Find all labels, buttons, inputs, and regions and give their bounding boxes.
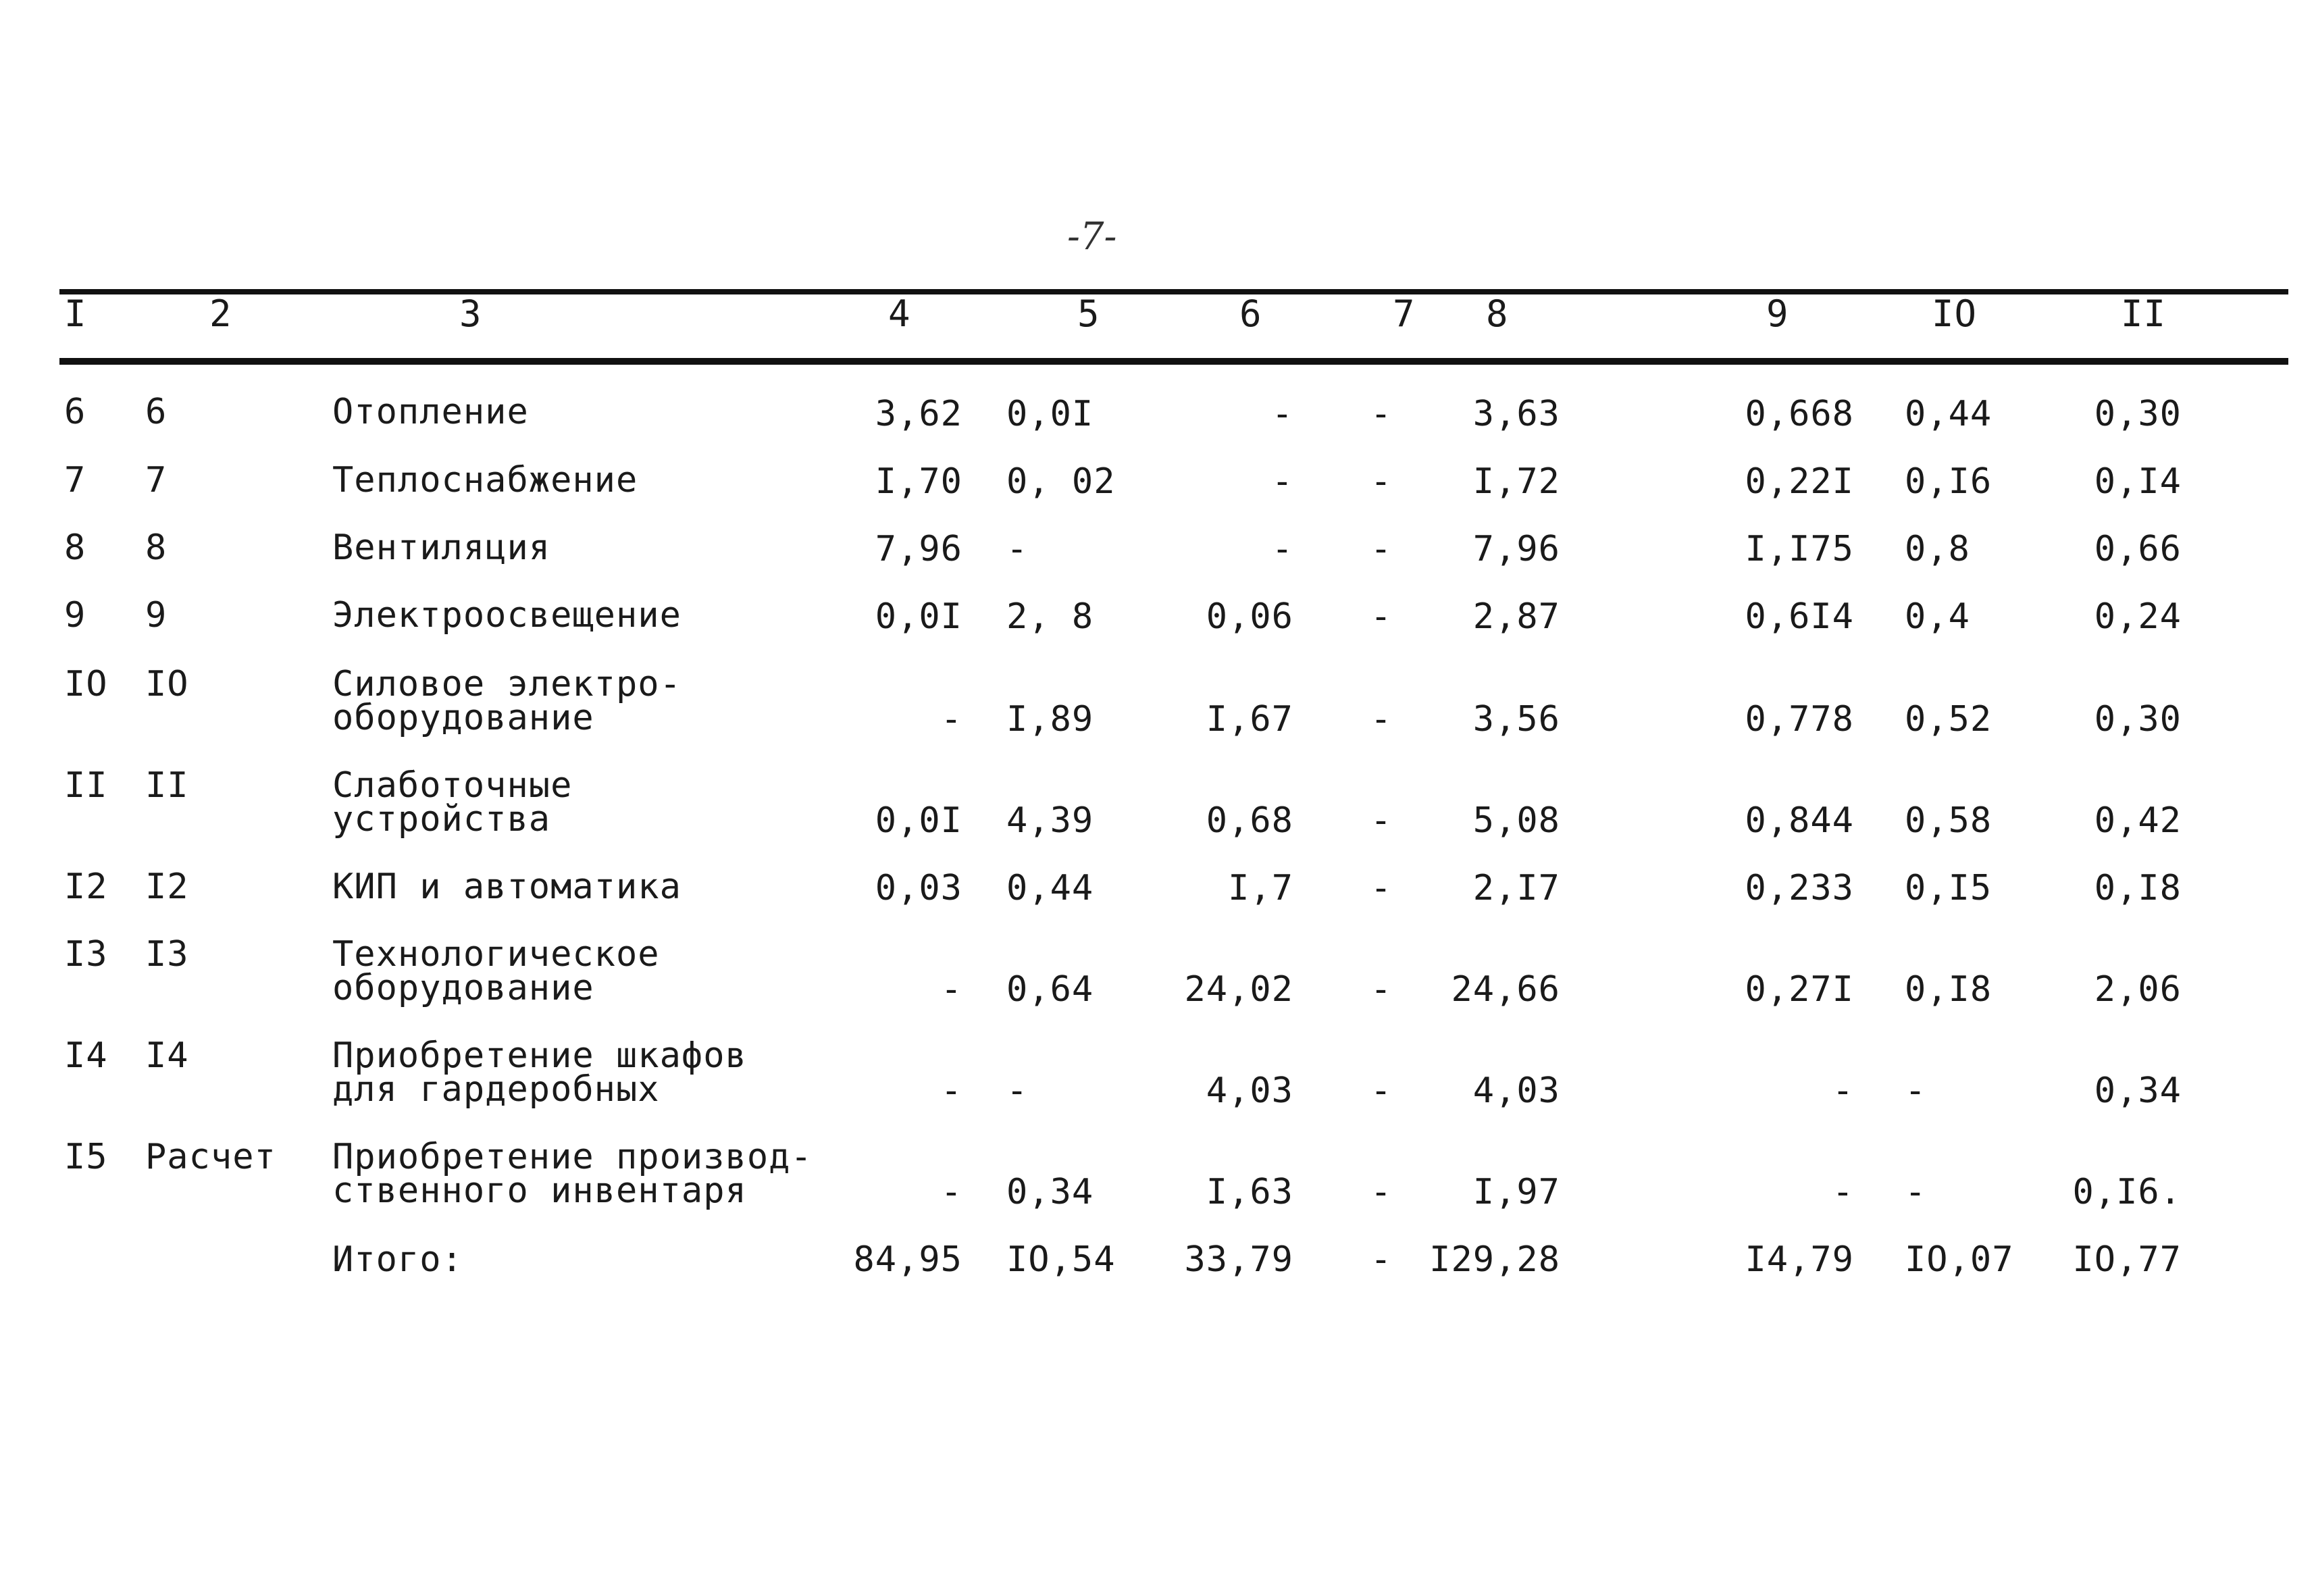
table-cell: 2,06 xyxy=(2094,969,2182,1010)
table-cell: 0,I6. xyxy=(2072,1172,2182,1212)
table-cell: 0,I5 xyxy=(1905,868,1992,908)
column-header-7: 7 xyxy=(1393,292,1416,335)
table-cell: - xyxy=(1370,699,1393,740)
table-cell: 0,52 xyxy=(1905,699,1992,740)
table-cell: 3,62 xyxy=(875,394,962,434)
column-header-8: 8 xyxy=(1486,292,1509,335)
row-code: IO xyxy=(145,664,189,704)
table-cell: 7,96 xyxy=(1472,529,1560,569)
table-cell: 0,I8 xyxy=(1905,969,1992,1010)
table-cell: 0,30 xyxy=(2094,394,2182,434)
table-cell: 0,6I4 xyxy=(1745,596,1854,637)
table-cell: 0,34 xyxy=(1006,1172,1094,1212)
table-cell: 0,233 xyxy=(1745,868,1854,908)
table-cell: 0,778 xyxy=(1745,699,1854,740)
total-cell: IO,77 xyxy=(2072,1239,2182,1280)
table-cell: - xyxy=(1832,1172,1854,1212)
table-cell: 24,66 xyxy=(1451,969,1560,1010)
table-cell: I,89 xyxy=(1006,699,1094,740)
table-cell: - xyxy=(1006,529,1029,569)
table-cell: 0,66 xyxy=(2094,529,2182,569)
table-cell: 0,8 xyxy=(1905,529,1970,569)
table-cell: 0,22I xyxy=(1745,461,1854,502)
table-cell: - xyxy=(1370,461,1393,502)
table-cell: 0,24 xyxy=(2094,596,2182,637)
table-cell: 7,96 xyxy=(875,529,962,569)
table-cell: 0,42 xyxy=(2094,800,2182,841)
table-cell: - xyxy=(940,1071,962,1111)
row-number: IO xyxy=(64,664,108,704)
table-cell: I,67 xyxy=(1206,699,1293,740)
row-code: 7 xyxy=(145,460,168,500)
table-cell: 0,I8 xyxy=(2094,868,2182,908)
row-label: Отопление xyxy=(332,392,529,432)
table-cell: 0,I4 xyxy=(2094,461,2182,502)
table-cell: I,70 xyxy=(875,461,962,502)
row-number: II xyxy=(64,765,108,806)
row-number: I5 xyxy=(64,1137,108,1177)
row-number: I3 xyxy=(64,934,108,975)
table-cell: I,7 xyxy=(1228,868,1293,908)
total-cell: IO,07 xyxy=(1905,1239,2014,1280)
table-cell: 0,4 xyxy=(1905,596,1970,637)
table-cell: - xyxy=(1370,1071,1393,1111)
column-header-2: 2 xyxy=(209,292,232,335)
row-label: для гардеробных xyxy=(332,1069,660,1110)
table-cell: I,72 xyxy=(1472,461,1560,502)
column-header-6: 6 xyxy=(1239,292,1262,335)
table-cell: - xyxy=(1370,1172,1393,1212)
total-cell: IO,54 xyxy=(1006,1239,1116,1280)
table-cell: 2,87 xyxy=(1472,596,1560,637)
table-cell: - xyxy=(1370,596,1393,637)
row-label: оборудование xyxy=(332,698,594,738)
column-header-5: 5 xyxy=(1077,292,1100,335)
table-cell: 0,58 xyxy=(1905,800,1992,841)
table-cell: 0,06 xyxy=(1206,596,1293,637)
table-cell: 0,68 xyxy=(1206,800,1293,841)
row-label: устройства xyxy=(332,799,551,840)
table-cell: - xyxy=(940,969,962,1010)
row-code: Расчет xyxy=(145,1137,276,1177)
table-cell: - xyxy=(1006,1071,1029,1111)
column-header-9: 9 xyxy=(1766,292,1789,335)
row-code: I4 xyxy=(145,1035,189,1076)
table-cell: 0, 02 xyxy=(1006,461,1116,502)
row-number: 7 xyxy=(64,460,86,500)
row-label: Электроосвещение xyxy=(332,595,682,636)
row-number: I2 xyxy=(64,867,108,907)
table-cell: 2,I7 xyxy=(1472,868,1560,908)
total-cell: 33,79 xyxy=(1184,1239,1293,1280)
table-cell: I,I75 xyxy=(1745,529,1854,569)
table-cell: 4,39 xyxy=(1006,800,1094,841)
table-cell: 3,56 xyxy=(1472,699,1560,740)
table-cell: - xyxy=(1905,1172,1927,1212)
table-cell: 4,03 xyxy=(1206,1071,1293,1111)
row-code: I3 xyxy=(145,934,189,975)
table-cell: - xyxy=(1370,394,1393,434)
table-cell: 0,27I xyxy=(1745,969,1854,1010)
table-cell: - xyxy=(1370,868,1393,908)
table-cell: 5,08 xyxy=(1472,800,1560,841)
row-label: Приобретение шкафов xyxy=(332,1035,747,1076)
table-cell: 0,64 xyxy=(1006,969,1094,1010)
table-cell: - xyxy=(940,1172,962,1212)
row-label: Теплоснабжение xyxy=(332,460,638,500)
row-label: Силовое электро- xyxy=(332,664,682,704)
table-cell: 0,0I xyxy=(1006,394,1094,434)
column-header-11: II xyxy=(2121,292,2167,335)
row-number: I4 xyxy=(64,1035,108,1076)
table-cell: 0,I6 xyxy=(1905,461,1992,502)
row-label: КИП и автоматика xyxy=(332,867,682,907)
column-header-1: I xyxy=(64,292,87,335)
table-cell: 2, 8 xyxy=(1006,596,1094,637)
table-cell: 0,844 xyxy=(1745,800,1854,841)
table-cell: 4,03 xyxy=(1472,1071,1560,1111)
row-label: ственного инвентаря xyxy=(332,1170,747,1211)
row-code: I2 xyxy=(145,867,189,907)
table-cell: - xyxy=(940,699,962,740)
table-cell: - xyxy=(1832,1071,1854,1111)
table-cell: - xyxy=(1905,1071,1927,1111)
table-cell: 0,03 xyxy=(875,868,962,908)
table-cell: 0,44 xyxy=(1006,868,1094,908)
table-cell: - xyxy=(1370,969,1393,1010)
total-cell: I4,79 xyxy=(1745,1239,1854,1280)
page-number: -7- xyxy=(1067,215,1117,259)
table-cell: 0,0I xyxy=(875,596,962,637)
row-label: Слаботочные xyxy=(332,765,573,806)
table-cell: 0,0I xyxy=(875,800,962,841)
row-label: Вентиляция xyxy=(332,527,551,568)
total-label: Итого: xyxy=(332,1239,463,1280)
row-code: 6 xyxy=(145,392,168,432)
table-cell: - xyxy=(1370,529,1393,569)
table-cell: 0,30 xyxy=(2094,699,2182,740)
column-header-4: 4 xyxy=(888,292,911,335)
total-cell: - xyxy=(1370,1239,1393,1280)
table-cell: 24,02 xyxy=(1184,969,1293,1010)
row-code: 9 xyxy=(145,595,168,636)
row-code: II xyxy=(145,765,189,806)
table-cell: - xyxy=(1271,529,1293,569)
table-cell: 0,668 xyxy=(1745,394,1854,434)
column-header-10: IO xyxy=(1932,292,1978,335)
table-cell: - xyxy=(1370,800,1393,841)
table-cell: I,97 xyxy=(1472,1172,1560,1212)
row-number: 8 xyxy=(64,527,86,568)
table-cell: 0,34 xyxy=(2094,1071,2182,1111)
row-number: 9 xyxy=(64,595,86,636)
total-cell: I29,28 xyxy=(1429,1239,1560,1280)
table-cell: 3,63 xyxy=(1472,394,1560,434)
row-number: 6 xyxy=(64,392,86,432)
column-header-3: 3 xyxy=(459,292,482,335)
row-label: Технологическое xyxy=(332,934,660,975)
table-cell: - xyxy=(1271,461,1293,502)
table-cell: - xyxy=(1271,394,1293,434)
row-code: 8 xyxy=(145,527,168,568)
row-label: оборудование xyxy=(332,968,594,1008)
table-cell: I,63 xyxy=(1206,1172,1293,1212)
total-cell: 84,95 xyxy=(853,1239,962,1280)
table-cell: 0,44 xyxy=(1905,394,1992,434)
row-label: Приобретение производ- xyxy=(332,1137,813,1177)
